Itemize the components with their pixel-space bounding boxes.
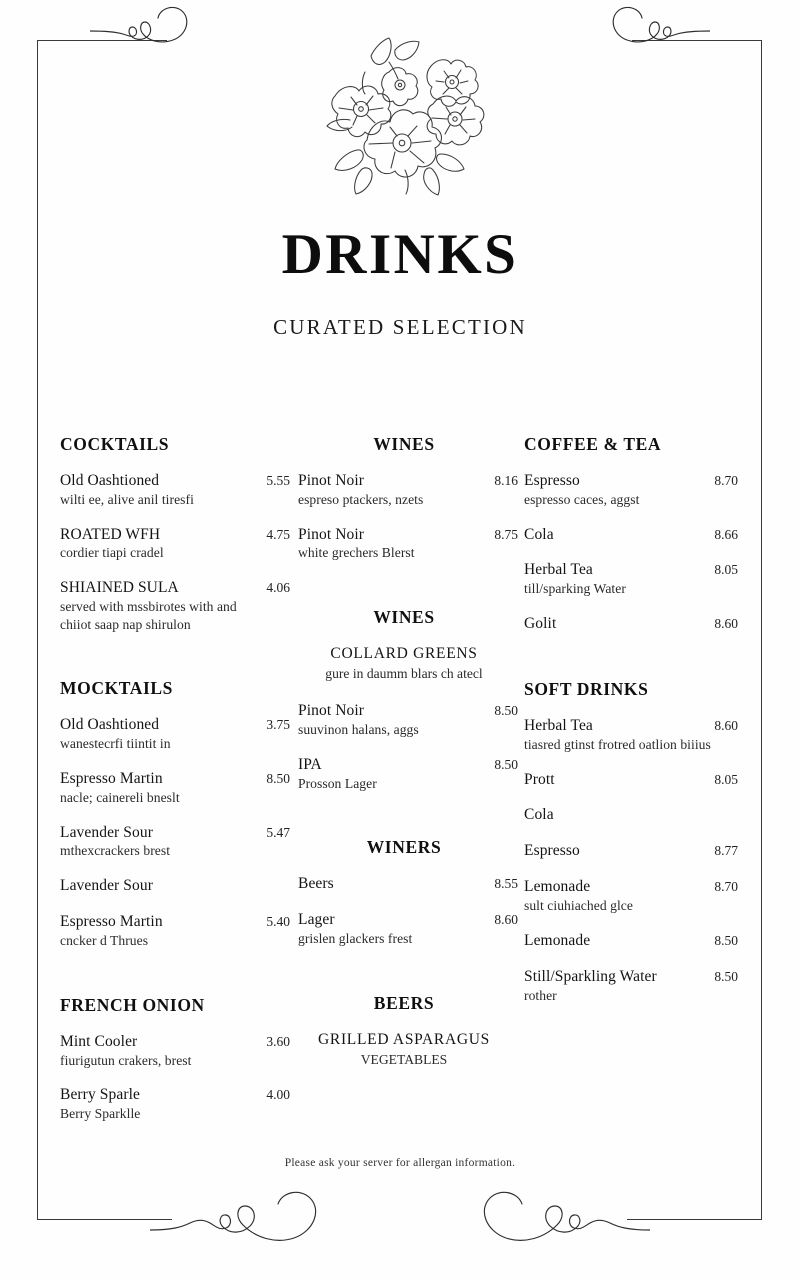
menu-item-name: Espresso [524,842,580,860]
page-subtitle: CURATED SELECTION [273,315,527,339]
section-subheading-description: VEGETABLES [360,1051,448,1067]
menu-item-row [60,1086,290,1105]
menu-item-price: 4.06 [266,580,290,596]
menu-item[interactable] [60,579,290,633]
menu-item[interactable] [60,526,290,563]
menu-item-name: Pinot Noir [298,525,365,543]
menu-item-name: Prott [524,770,555,788]
menu-item-price: 3.75 [266,717,290,733]
menu-item-row [524,842,738,861]
menu-item-row [524,615,738,634]
menu-item-name: Old Oashtioned [60,472,160,489]
menu-item-row [60,877,290,896]
menu-item[interactable] [60,472,290,509]
menu-column-left [60,434,290,1168]
menu-item-name: Golit [524,615,557,633]
menu-item-name: ROATED WFH [60,525,161,543]
menu-item[interactable] [524,717,738,754]
menu-item-price: 8.75 [494,526,518,542]
section-title: COFFEE & TEA [524,434,662,454]
menu-item-name: Espresso Martin [60,769,163,787]
menu-item-row [524,561,738,580]
section-subheading-description: gure in daumm blars ch atecl [325,666,483,682]
menu-item-price: 8.66 [714,526,738,542]
menu-item-description: grislen glackers frest [298,931,413,947]
section-title: BEERS [373,992,435,1013]
section-title: WINES [373,607,435,628]
menu-item[interactable] [524,472,738,509]
menu-item-name: SHIAINED SULA [60,579,179,597]
menu-item-price: 8.50 [494,703,518,719]
menu-item-price: 8.55 [494,876,518,892]
menu-item[interactable] [60,1033,290,1070]
menu-item-name: Espresso [524,472,580,489]
menu-item[interactable] [290,911,518,948]
section-title: COCKTAILS [60,434,170,454]
menu-item-description: wanestecrfi tiintit in [60,736,171,752]
menu-item-row [298,911,518,930]
section-spacer [290,965,518,989]
menu-item-price: 8.60 [714,717,738,733]
menu-item[interactable] [290,875,518,894]
menu-item-price: 8.50 [494,756,518,772]
menu-item-price: 5.40 [266,914,290,930]
menu-item[interactable] [524,878,738,915]
menu-item-description: cncker d Thrues [60,932,149,948]
menu-item-name: Herbal Tea [524,716,593,734]
menu-item-row [60,472,290,491]
menu-item-price: 8.60 [714,616,738,632]
menu-section [524,434,738,675]
menu-item-price: 8.05 [714,771,738,787]
menu-item-row [524,526,738,545]
menu-item-row [298,526,518,545]
menu-item-description: cordier tiapi cradel [60,545,164,561]
menu-item-description: fiurigutun crakers, brest [60,1052,192,1068]
menu-item-row [60,579,290,598]
menu-item-row [524,932,738,951]
menu-item-row [524,771,738,790]
menu-item-description: Berry Sparklle [60,1106,141,1122]
menu-item-row [60,526,290,545]
section-title: WINERS [366,837,442,858]
frame-bottom-right-border [627,1219,762,1220]
menu-item-price: 8.16 [494,473,518,488]
menu-section [60,678,290,990]
menu-columns [60,434,750,1168]
menu-item-description: mthexcrackers brest [60,843,171,859]
menu-item[interactable] [60,716,290,753]
menu-item[interactable] [290,756,518,793]
menu-item[interactable] [290,702,518,739]
section-spacer [290,579,518,603]
menu-column-right [524,434,738,1049]
menu-item[interactable] [60,913,290,950]
menu-item-name: Lavender Sour [60,877,153,895]
menu-item-price: 8.50 [714,968,738,984]
menu-section [60,434,290,674]
menu-item-row [298,702,518,721]
menu-item-description: Prosson Lager [298,775,377,791]
menu-item-name: IPA [298,755,322,773]
menu-item[interactable] [290,526,518,563]
bottom-flourish-icon [150,1178,650,1266]
menu-item-row [524,717,738,736]
menu-item-price: 5.47 [266,824,290,840]
menu-item[interactable] [60,877,290,896]
menu-item-name: Pinot Noir [298,702,365,720]
menu-item-price: 8.70 [714,879,738,895]
menu-item-description: nacle; cainereli bneslt [60,789,180,805]
section-spacer [60,650,290,674]
menu-item-description: served with mssbirotes with and chiiot saap nap shirulon [60,599,237,632]
section-spacer [524,651,738,675]
menu-item-row [524,472,738,491]
menu-column-middle [290,434,518,1116]
menu-item-row [524,878,738,897]
menu-item-row [60,824,290,843]
menu-section [60,995,290,1164]
allergen-note: Please ask your server for allergan information. [284,1157,516,1169]
menu-item-price: 8.50 [714,932,738,948]
section-subheading: COLLARD GREENS [330,645,478,663]
menu-item-name: Herbal Tea [524,561,593,579]
menu-item-row [524,806,738,825]
menu-section [290,993,518,1112]
menu-item-price: 5.55 [266,473,290,488]
menu-item[interactable] [524,842,738,861]
menu-item[interactable] [60,824,290,861]
section-title: MOCKTAILS [60,678,174,699]
menu-section [524,679,738,1045]
floral-bouquet-icon [305,22,495,200]
menu-item-name: Old Oashtioned [60,716,160,734]
section-title: SOFT DRINKS [524,678,649,699]
menu-item[interactable] [524,932,738,951]
menu-item[interactable] [524,615,738,634]
menu-header [0,22,800,340]
menu-item-description: espreso ptackers, nzets [298,491,424,507]
menu-item-row [60,913,290,932]
menu-item-name: Pinot Noir [298,472,365,489]
menu-item-row [298,756,518,775]
menu-item[interactable] [524,968,738,1005]
menu-item-description: rother [524,987,557,1003]
menu-item-name: Cola [524,806,554,824]
menu-item-row [524,968,738,987]
section-spacer [524,1021,738,1045]
menu-item-name: Lemonade [524,931,591,949]
menu-item-price: 4.75 [266,526,290,542]
menu-item-description: till/sparking Water [524,581,626,597]
menu-item-name: Berry Sparle [60,1086,140,1104]
menu-item-row [298,875,518,894]
menu-item[interactable] [524,526,738,545]
section-title: WINES [373,434,435,454]
frame-bottom-left-border [37,1219,172,1220]
section-spacer [290,1088,518,1112]
menu-item-description: espresso caces, aggst [524,491,640,507]
section-subheading: GRILLED ASPARAGUS [318,1030,490,1048]
menu-item-price: 8.70 [714,473,738,488]
menu-section [290,434,518,603]
menu-section [290,837,518,988]
menu-item[interactable] [60,1086,290,1123]
menu-item[interactable] [524,806,738,825]
menu-item[interactable] [290,472,518,509]
menu-item-price: 8.77 [714,843,738,859]
menu-item-name: Still/Sparkling Water [524,967,657,985]
menu-item-price: 3.60 [266,1033,290,1049]
menu-item-price: 8.60 [494,912,518,928]
menu-item-name: Lager [298,911,335,929]
menu-item[interactable] [524,771,738,790]
section-title: FRENCH ONION [60,994,205,1015]
section-spacer [290,809,518,833]
page-title: DRINKS [281,223,519,286]
menu-item-description: wilti ee, alive anil tiresfi [60,491,194,507]
menu-item-description: sult ciuhiached glce [524,898,633,914]
menu-item-name: Lemonade [524,878,591,896]
menu-item[interactable] [524,561,738,598]
menu-item-row [298,472,518,491]
menu-item-name: Lavender Sour [60,823,153,841]
menu-item-name: Cola [524,525,554,543]
menu-item-price: 8.05 [714,562,738,578]
section-spacer [60,967,290,991]
menu-section [290,607,518,833]
menu-item-price: 4.00 [266,1087,290,1103]
menu-item-price: 8.50 [266,770,290,786]
menu-item-row [60,716,290,735]
menu-item-description: suuvinon halans, aggs [298,722,419,738]
menu-item-row [60,770,290,789]
menu-item-description: white grechers Blerst [298,545,415,561]
menu-item-row [60,1033,290,1052]
menu-item[interactable] [60,770,290,807]
menu-item-name: Mint Cooler [60,1032,138,1050]
menu-item-name: Espresso Martin [60,913,163,931]
menu-item-name: Beers [298,875,334,893]
menu-item-description: tiasred gtinst frotred oatlion biiius [524,736,711,752]
